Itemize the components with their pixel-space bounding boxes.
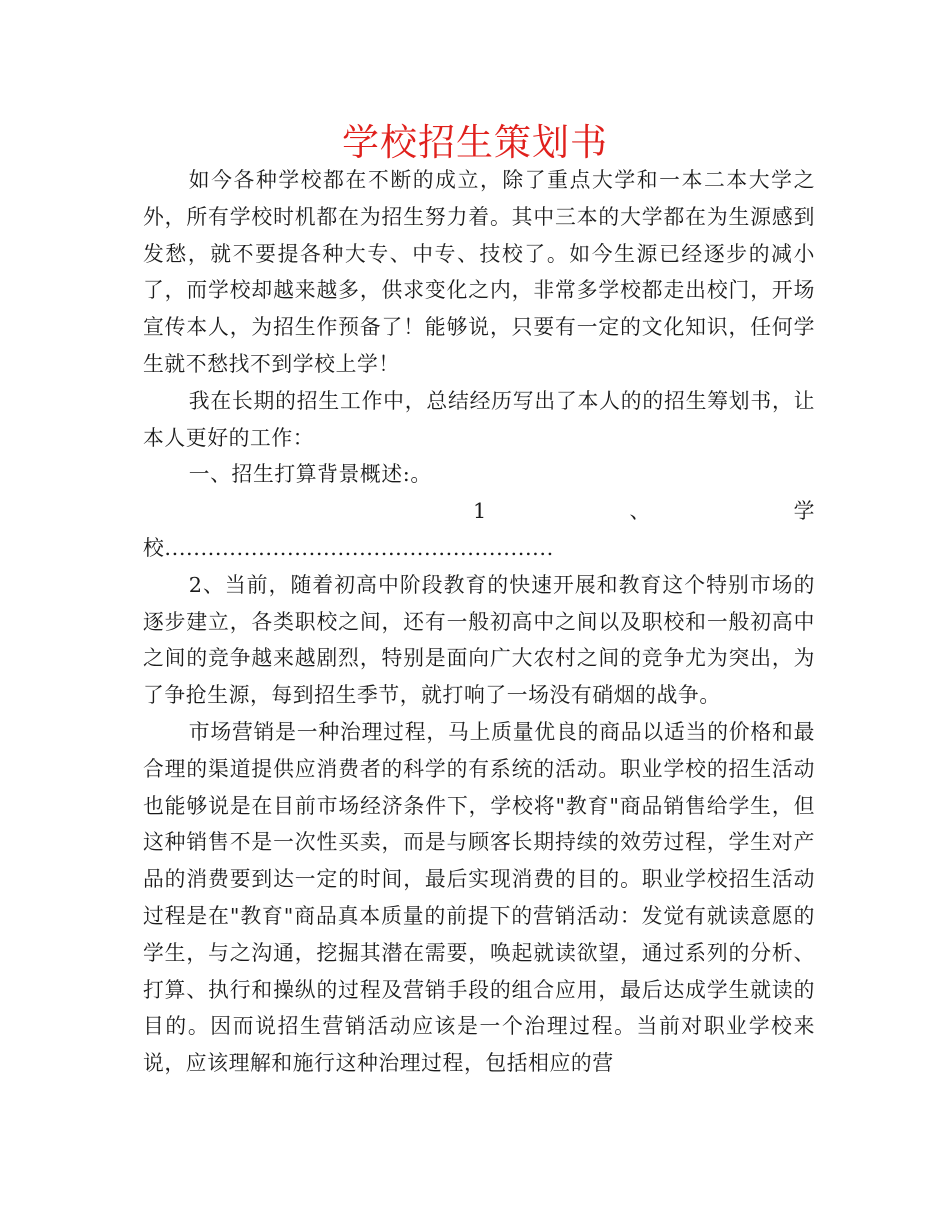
list-item-number: 1 bbox=[473, 499, 487, 524]
paragraph-intro: 如今各种学校都在不断的成立，除了重点大学和一本二本大学之外，所有学校时机都在为招生努力着。其中三本的大学都在为生源感到发愁，就不要提各种大专、中专、技校了。如今生源已经逐步的减小了，而学校却越来越多，供求变化之内，非常多学校都走出校门，开场宣传本人，为招生作预备了！能够说，只要有一定的文化知识，任何学生就不愁找不到学校上学！ bbox=[143, 168, 815, 376]
dot-leader: ...................................................... bbox=[164, 535, 554, 560]
section-heading-background: 一、招生打算背景概述:。 bbox=[188, 462, 432, 487]
document-title: 学校招生策划书 bbox=[342, 121, 608, 164]
paragraph-summary: 我在长期的招生工作中，总结经历写出了本人的的招生筹划书，让本人更好的工作： bbox=[143, 388, 815, 450]
paragraph-competition: 2、当前，随着初高中阶段教育的快速开展和教育这个特别市场的逐步建立，各类职校之间，还有一般初高中之间以及职校和一般初高中之间的竞争越来越剧烈，特别是面向广大农村之间的竞争尤为突出，为了争抢生源，每到招生季节，就打响了一场没有硝烟的战争。 bbox=[143, 572, 815, 708]
list-item-word-end: 校 bbox=[143, 535, 165, 560]
list-item-separator: 、 bbox=[629, 499, 651, 524]
list-item-1-leader bbox=[143, 530, 815, 567]
list-item-1-header bbox=[143, 493, 815, 530]
list-item-word-start: 学 bbox=[793, 499, 815, 524]
document-body bbox=[143, 162, 815, 1082]
paragraph-marketing: 市场营销是一种治理过程，马上质量优良的商品以适当的价格和最合理的渠道提供应消费者的科学的有系统的活动。职业学校的招生活动也能够说是在目前市场经济条件下，学校将"教育"商品销售给学生，但这种销售不是一次性买卖，而是与顾客长期持续的效劳过程，学生对产品的消费要到达一定的时间，最后实现消费的目的。职业学校招生活动过程是在"教育"商品真本质量的前提下的营销活动：发觉有就读意愿的学生，与之沟通，挖掘其潜在需要，唤起就读欲望，通过系列的分析、打算、执行和操纵的过程及营销手段的组合应用，最后达成学生就读的目的。因而说招生营销活动应该是一个治理过程。当前对职业学校来说，应该理解和施行这种治理过程，包括相应的营 bbox=[143, 719, 815, 1076]
